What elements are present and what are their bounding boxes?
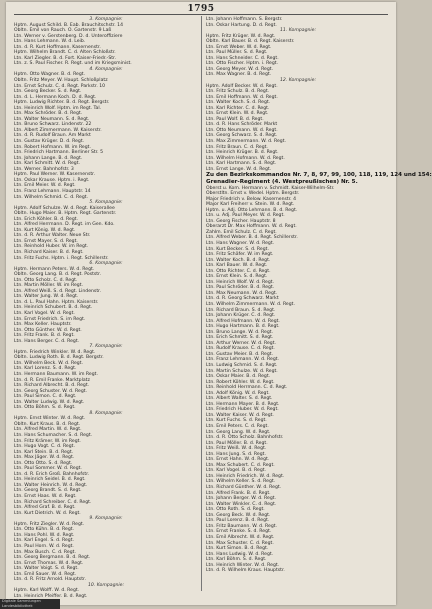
roster-entry: Ltn. Heinrich Wolf. Hptm. im Regt. Tal. bbox=[14, 105, 102, 111]
footer-line-2: Landesbibliothek bbox=[2, 604, 33, 608]
roster-entry: Ltn. Otto Scholz. C. d. Regt. bbox=[14, 277, 78, 283]
roster-entry: Ltn. Emil Sauer. W. d. Regt. bbox=[14, 571, 77, 577]
roster-entry: Ltn. Max Keller. Hauptstr. bbox=[14, 322, 72, 328]
roster-entry: Ltn. Ernst Klein. W. d. Regt. bbox=[206, 111, 269, 117]
roster-entry: Ltn. Alfred Frank. B. d. Regt. bbox=[206, 490, 271, 496]
roster-entry: Ltn. Wilhelm Zimmermann. W. d. Regt. bbox=[206, 301, 295, 307]
section-heading: 3. Kompagnie: bbox=[89, 17, 123, 22]
roster-entry: Oberst u. Kom. Hermann v. Schmidt. Kaiser-Wilhelm-Str. bbox=[206, 185, 335, 191]
roster-entry: Ltn. Bruno Lange. W. d. Regt. bbox=[206, 329, 274, 335]
roster-entry: Ltn. d. R. Georg Schwarz. Markt bbox=[206, 296, 279, 302]
roster-entry: Ltn. d. R. Arthur Walter. Neue Str. bbox=[14, 233, 91, 239]
roster-entry: Ltn. Heinrich Pfeiffer. B. d. Regt. bbox=[14, 593, 88, 599]
roster-entry: Ltn. Max Wagner. B. d. Regt. bbox=[206, 72, 272, 78]
roster-entry: Ltn. Paul Lorenz. B. d. Regt. bbox=[206, 518, 270, 524]
roster-entry: Ltn. d. R. Kurt Hoffmann. Kasernenstr. bbox=[14, 44, 101, 50]
roster-entry: Ltn. d. L. Paul Hahn. Hptm. Kaiserstr. bbox=[14, 299, 99, 305]
section-heading: 12. Kompagnie: bbox=[279, 78, 317, 84]
roster-entry: Ltn. Walter Heinrich. W. d. Regt. bbox=[14, 482, 88, 488]
roster-entry: Ltn. Karl Vogel. B. d. Regt. bbox=[206, 468, 266, 474]
roster-entry: Ltn. Heinrich Schubert. B. d. Regt. bbox=[14, 305, 93, 311]
roster-entry: Ltn. d. R. Wilhelm Kraus. Hauptstr. bbox=[206, 568, 285, 574]
roster-entry: Ltn. Kurt Fuchs. S. d. Regt. bbox=[206, 418, 267, 424]
document-page bbox=[6, 2, 432, 605]
roster-entry: Ltn. Otto Neumann. W. d. Regt. bbox=[206, 127, 278, 133]
roster-entry: Ltn. Max Neumann. W. d. Regt. bbox=[206, 290, 278, 296]
roster-entry: Ltn. Oskar Krause. Hptm. i. Regt. bbox=[14, 177, 90, 183]
roster-entry: Ltn. Karl Böhm. S. d. Regt. bbox=[206, 557, 267, 563]
roster-entry: Ltn. Richard Schreiber. C. d. Regt. bbox=[14, 499, 92, 505]
roster-entry: Obltn. Georg Lang. B. d. Regt. Poststr. bbox=[14, 272, 102, 278]
roster-entry: Ltn. Robert Köhler. W. d. Regt. bbox=[206, 379, 275, 385]
page-number: 1795 bbox=[187, 4, 215, 14]
roster-entry: Ltn. Hugo Vogt. C. d. Regt. bbox=[14, 444, 75, 450]
roster-entry: Ltn. Franz Lehmann. W. d. Regt. bbox=[206, 357, 279, 363]
roster-entry: Ltn. Kurt Dietrich. W. d. Regt. bbox=[14, 510, 81, 516]
roster-entry: Ltn. Rudolf Krause. C. d. Regt. bbox=[206, 346, 275, 352]
roster-entry: Ltn. Ernst Mayer. S. d. Regt. bbox=[14, 238, 78, 244]
roster-entry: Hptm. u. Adj. Otto Lehmann. B. d. Regt. bbox=[206, 207, 298, 213]
roster-entry: Ltn. Wilhelm Beck. W. d. Regt. bbox=[14, 360, 83, 366]
roster-entry: Obltn. Karl Bauer. B. d. Regt. Kaiserstr. bbox=[206, 39, 295, 45]
roster-entry: Ltn. Fritz Weiß. W. d. Regt. bbox=[206, 446, 267, 452]
roster-entry: Ltn. Erich Schmitt. S. d. Regt. bbox=[206, 335, 274, 341]
roster-entry: Ltn. Karl Hartmann. S. d. Regt. bbox=[206, 161, 277, 167]
roster-entry: Ltn. Johann Hoffmann. S. Bergstr. bbox=[206, 17, 283, 22]
roster-entry: Ltn. Karl Bauer. W. d. Regt. bbox=[206, 263, 268, 269]
roster-entry: Ltn. Walter Voigt. S. d. Regt. bbox=[14, 566, 79, 572]
roster-entry: Ltn. Heinrich Winter. W. d. Regt. bbox=[206, 562, 280, 568]
roster-entry: Hptm. Karl Wolff. W. d. Regt. bbox=[14, 588, 80, 594]
roster-entry: Ltn. Karl Schmitt. W. d. Regt. bbox=[14, 161, 80, 167]
roster-entry: Ltn. Franz Lehmann. Hauptstr. 14 bbox=[14, 188, 91, 194]
roster-entry: Ltn. Fritz Schulz. B. d. Regt. bbox=[206, 89, 270, 95]
roster-entry: Ltn. Otto Günther. W. d. Regt. bbox=[14, 327, 82, 333]
roster-entry: Ltn. Ernst Schulz. C. d. Regt. Parkstr. 10 bbox=[14, 83, 106, 89]
roster-entry: Ltn. Hermann Mayer. B. d. Regt. bbox=[206, 401, 280, 407]
roster-entry: Ltn. Fritz Krämer. W. im Regt. bbox=[14, 438, 81, 444]
regiment-heading: Grenadier-Regiment (4. Westpreußisches) Nr. 5. bbox=[206, 178, 358, 185]
roster-entry: Ltn. Friedrich Hartmann. Berliner Str. 5 bbox=[14, 150, 103, 156]
roster-entry: Ltn. Georg Lang. W. d. Regt. bbox=[206, 429, 271, 435]
roster-entry: Ltn. d. R. Otto Scholz. Bahnhofstr. bbox=[206, 435, 284, 441]
roster-entry: Ltn. Albert Walter. S. d. Regt. bbox=[206, 396, 273, 402]
roster-entry: Ltn. Emil Hoffmann. W. d. Regt. bbox=[206, 94, 278, 100]
roster-entry: Ltn. Georg Meyer. W. d. Regt. bbox=[206, 66, 274, 72]
roster-entry: Ltn. Erich Köhler. B. d. Regt. bbox=[14, 216, 79, 222]
roster-entry: Ltn. Hans Ludwig. W. d. Regt. bbox=[206, 551, 274, 557]
roster-entry: Ltn. Richard Günther. W. d. Regt. bbox=[206, 485, 282, 491]
roster-entry: Ltn. Georg Schwarz. S. d. Regt. bbox=[206, 133, 278, 139]
roster-entry: Ltn. Karl Engel. S. d. Regt. bbox=[14, 538, 74, 544]
roster-entry: Hptm. Friedrich Winkler. W. d. Regt. bbox=[14, 349, 96, 355]
roster-entry: Obltn. Emil von Rauch. O. Gartenstr. 9 Laß bbox=[14, 28, 112, 34]
section-heading: 7. Kompagnie: bbox=[89, 344, 123, 350]
roster-entry: Ltn. Emil Albrecht. W. d. Regt. bbox=[206, 534, 275, 540]
roster-entry: Ltn. Hans Schumacher. S. d. Regt. bbox=[14, 433, 93, 439]
left-column bbox=[14, 17, 198, 599]
roster-entry: Ltn. Ernst Hahn. W. d. Regt. bbox=[206, 457, 270, 463]
roster-entry: Ltn. Albert Zimmermann. W. Kaiserstr. bbox=[14, 127, 102, 133]
roster-entry: Ltn. Paul Möller. B. d. Regt. bbox=[206, 440, 268, 446]
roster-entry: Ltn. Max Schubert. C. d. Regt. bbox=[206, 462, 275, 468]
roster-entry: Ltn. Fritz Baumann. W. d. Regt. bbox=[206, 523, 278, 529]
roster-entry: Ltn. Alfred Martin. W. d. Regt. bbox=[14, 427, 82, 433]
roster-entry: Ltn. Karl Lorenz. S. d. Regt. bbox=[14, 366, 77, 372]
section-heading: 8. Kompagnie: bbox=[89, 410, 123, 416]
roster-entry: Ltn. d. R. Hans Schröder. Markt bbox=[206, 122, 278, 128]
roster-entry: Hptm. August Schild. B. Eab. Brauchitschstr. 14 bbox=[14, 22, 124, 28]
roster-entry: Ltn. Alfred Weber. B. d. Regt. Schillerstr. bbox=[206, 235, 298, 241]
roster-entry: Ltn. Hans Wagner. W. d. Regt. bbox=[206, 240, 275, 246]
roster-entry: Ltn. Ernst Franke. S. d. Regt. bbox=[206, 529, 272, 535]
roster-entry: Ltn. Kurt Simon. B. d. Regt. bbox=[206, 546, 269, 552]
roster-entry: Ltn. Martin Schulze. W. d. Regt. bbox=[206, 368, 278, 374]
roster-entry: Ltn. Georg Becker. S. d. Regt. bbox=[14, 89, 82, 95]
roster-entry: Hptm. Adolf Schulze. W. d. Regt. Kaiserallee bbox=[14, 205, 115, 211]
roster-entry: Ltn. Walter Koch. B. d. Regt. bbox=[206, 257, 271, 263]
roster-entry: Ltn. Alfred Weiß. S. d. Regt. Lindenstr. bbox=[14, 288, 102, 294]
header-rule bbox=[14, 14, 388, 15]
footer-line-1: Digitale Sammlungen bbox=[2, 599, 41, 603]
roster-entry: Ltn. Paul Horn. W. d. Regt. bbox=[14, 543, 74, 549]
right-column bbox=[206, 17, 432, 574]
section-heading: 4. Kompagnie: bbox=[89, 66, 123, 72]
roster-entry: Ltn. Georg Beck. W. d. Regt. bbox=[206, 512, 271, 518]
roster-entry: Ltn. Fritz Braun. C. d. Regt. bbox=[206, 144, 268, 150]
roster-entry: Ltn. Friedrich Huber. W. d. Regt. bbox=[206, 407, 279, 413]
roster-entry: Ltn. Max Busch. C. d. Regt. bbox=[14, 549, 76, 555]
roster-entry: Ltn. Richard Braun. S. d. Regt. bbox=[206, 307, 276, 313]
roster-entry: Ltn. Wilhelm Hofmann. W. d. Regt. bbox=[206, 155, 285, 161]
roster-entry: Ltn. Emil Meier. W. d. Regt. bbox=[14, 183, 76, 189]
section-heading: 5. Kompagnie: bbox=[89, 200, 123, 206]
roster-entry: Major Friedrich v. Below. Kasernenstr. 4 bbox=[206, 196, 297, 202]
roster-entry: Ltn. Reinhold Herrmann. C. d. Regt. bbox=[206, 385, 288, 391]
roster-entry: Ltn. Paul Müller. S. d. Regt. bbox=[206, 50, 268, 56]
roster-entry: Ltn. d. R. Erich Groß. Bahnhofstr. bbox=[14, 471, 90, 477]
roster-entry: Ltn. Alfred Herrmann. D. Regt. im Gen. Kdo. bbox=[14, 222, 115, 228]
roster-entry: Ltn. Adolf König. W. d. Regt. bbox=[206, 390, 270, 396]
roster-entry: Ltn. Max Schröder. B. d. Regt. bbox=[14, 111, 83, 117]
section-heading: 9. Kompagnie: bbox=[89, 516, 123, 522]
roster-entry: Hptm. Paul Werner. W. Kasernenstr. bbox=[14, 172, 96, 178]
roster-entry: Ltn. Werner v. Gerstenberg. D. d. Unteroffiziere bbox=[14, 33, 123, 39]
roster-entry: Ltn. Walter Neumann. S. d. Regt. bbox=[14, 116, 90, 122]
roster-entry: Ltn. Heinrich Seidel. B. d. Regt. bbox=[14, 477, 86, 483]
library-footer bbox=[0, 599, 60, 609]
roster-entry: Ltn. Ernst Thomas. W. d. Regt. bbox=[14, 560, 84, 566]
roster-entry: Ltn. Max Schuster. C. d. Regt. bbox=[206, 540, 274, 546]
roster-entry: Ltn. Hans Jung. S. d. Regt. bbox=[206, 451, 266, 457]
roster-entry: Ltn. d. L. Hermann Koch. D. d. Regt. bbox=[14, 94, 97, 100]
roster-entry: Ltn. Hans Schneider. C. d. Regt. bbox=[206, 55, 279, 61]
roster-entry: Ltn. Heinrich Krüger. B. d. Regt. bbox=[206, 150, 279, 156]
roster-entry: Ltn. d. R. Fritz Arnold. Hauptstr. bbox=[14, 577, 86, 583]
roster-entry: Ltn. Oskar Maier. B. d. Regt. bbox=[206, 374, 271, 380]
roster-entry: Hptm. Wilhelm Brandt. C. d. Alten Schloßstr. bbox=[14, 50, 116, 56]
roster-entry: Ltn. Georg Fischer. Hauptstr. 8 bbox=[206, 218, 276, 224]
roster-entry: Ltn. Walter Jung. W. d. Regt. bbox=[14, 294, 79, 300]
roster-entry: Ltn. Fritz Schäfer. W. im Regt. bbox=[206, 252, 274, 258]
roster-entry: Ltn. Ernst Haas. W. d. Regt. bbox=[14, 494, 77, 500]
roster-entry: Ltn. Georg Brandt. S. d. Regt. bbox=[14, 488, 82, 494]
roster-entry: Ltn. Alfred Graf. B. d. Regt. bbox=[14, 505, 76, 511]
roster-entry: Ltn. Ernst Friedrich. S. im Regt. bbox=[14, 316, 86, 322]
roster-entry: Ltn. Walter Koch. S. d. Regt. bbox=[206, 100, 271, 106]
roster-entry: Ltn. Hugo Hartmann. B. d. Regt. bbox=[206, 324, 280, 330]
roster-entry: Obltn. Hugo Maier. B. Hptm. Regt. Gartenstr. bbox=[14, 211, 117, 217]
roster-entry: Ltn. Georg Schuster. W. d. Regt. bbox=[14, 388, 88, 394]
roster-entry: Ltn. u. Adj. Paul Meyer. W. d. Regt. bbox=[206, 213, 285, 219]
roster-entry: Ltn. Reinhold Huber. W. im Regt. bbox=[14, 244, 89, 250]
roster-entry: Ltn. Alfred Hofmann. W. d. Regt. bbox=[206, 318, 280, 324]
roster-entry: Ltn. z. S. Paul Fischer. R. Regt. und im Kriegsminist. bbox=[14, 61, 132, 67]
roster-entry: Ltn. Johann Lange. B. d. Regt. bbox=[14, 155, 83, 161]
section-heading: 6. Kompagnie: bbox=[89, 261, 123, 267]
roster-entry: Ltn. Otto Böhm. S. d. Regt. bbox=[14, 405, 76, 411]
roster-entry: Ltn. Ernst Weber. W. d. Regt. bbox=[206, 44, 272, 50]
roster-entry: Ltn. Richard Kaiser. B. d. Regt. bbox=[14, 249, 84, 255]
roster-entry: Ltn. Walter Winkler. C. d. Regt. bbox=[206, 501, 277, 507]
roster-entry: Ltn. Max Zimmermann. W. d. Regt. bbox=[206, 139, 286, 145]
roster-entry: Ltn. d. R. Emil Franke. Marktplatz bbox=[14, 377, 90, 383]
section-heading: 10. Kompagnie: bbox=[87, 582, 125, 588]
roster-entry: Ltn. Kurt Becker. S. d. Regt. bbox=[206, 246, 269, 252]
roster-entry: Ltn. Paul Wolf. B. d. Regt. bbox=[206, 116, 264, 122]
roster-entry: Ltn. Hans Lehmann. W. d. Leib. bbox=[14, 39, 86, 45]
roster-entry: Major Karl Freiherr v. Stein. W. d. Regt. bbox=[206, 202, 295, 208]
roster-entry: Oberarzt Dr. Max Hoffmann. W. d. Regt. bbox=[206, 224, 297, 230]
roster-entry: Ltn. Otto Roth. S. d. Regt. bbox=[206, 507, 265, 513]
roster-entry: Ltn. Heinrich Wolf. W. d. Regt. bbox=[206, 279, 275, 285]
roster-entry: Ltn. Hans Pohl. W. d. Regt. bbox=[14, 532, 75, 538]
roster-entry: Ltn. Heinrich Friedrich. W. d. Regt. bbox=[206, 473, 285, 479]
roster-entry: Ltn. Robert Hofmann. W. im Regt. bbox=[14, 144, 91, 150]
roster-entry: Zahlm. Emil Schulz. C. d. Regt. bbox=[206, 229, 277, 235]
roster-entry: Oberstltn. Ernst v. Wedel. Hptm. Bergstr. bbox=[206, 191, 300, 197]
roster-entry: Ltn. Oskar Hartung. D. d. Regt. bbox=[206, 22, 277, 28]
roster-entry: Ltn. d. R. Rudolf Braun. Am Markt bbox=[14, 133, 91, 139]
roster-entry: Ltn. Paul Sommer. W. d. Regt. bbox=[14, 466, 82, 472]
roster-entry: Ltn. Hermann Baumann. W. im Regt. bbox=[14, 372, 98, 377]
roster-entry: Ltn. Walter Ludwig. W. d. Regt. bbox=[14, 399, 85, 405]
roster-entry: Ltn. Karl Vogel. W. d. Regt. bbox=[14, 310, 75, 316]
roster-entry: Ltn. Gustav Krüger. D. d. Regt. bbox=[14, 139, 85, 145]
roster-entry: Ltn. Paul Schröder. B. d. Regt. bbox=[206, 285, 275, 291]
section-heading: 11. Kompagnie: bbox=[279, 28, 317, 34]
roster-entry: Hptm. Ludwig Richter. B. d. Regt. Bergstr. bbox=[14, 100, 110, 106]
roster-entry: Ltn. Wilhelm Schmid. C. d. Regt. bbox=[14, 194, 89, 200]
roster-entry: Ltn. Emil Peters. C. d. Regt. bbox=[206, 424, 269, 430]
roster-entry: Hptm. Hermann Peters. W. d. Regt. bbox=[14, 266, 95, 272]
roster-entry: Ltn. Wilhelm Keller. S. d. Regt. bbox=[206, 479, 276, 485]
roster-entry: Ltn. Walter Kaiser. W. d. Regt. bbox=[206, 412, 274, 418]
roster-entry: Hptm. Otto Wagner. B. d. Regt. bbox=[14, 72, 86, 78]
roster-entry: Obltn. Kurt Kraus. B. d. Regt. bbox=[14, 421, 81, 427]
regiment-heading: Zu den Bezirkskommandos Nr. 7, 8, 97, 99, 100, 118, 119, 124 und 154: bbox=[206, 172, 432, 179]
roster-entry: Ltn. Arthur Werner. W. d. Regt. bbox=[206, 340, 276, 346]
roster-entry: Ltn. Kurt König. W. d. Regt. bbox=[14, 227, 76, 233]
roster-entry: Ltn. Otto Fischer. Hptm. i. Regt. bbox=[206, 61, 279, 67]
roster-entry: Ltn. Richard Albrecht. B. d. Regt. bbox=[14, 383, 90, 389]
roster-entry: Ltn. Bruno Schwarz. Lindenstr. 22 bbox=[14, 122, 92, 128]
roster-entry: Hptm. Fritz Ziegler. W. d. Regt. bbox=[14, 521, 85, 527]
roster-entry: Ltn. Johann Berger. W. d. Regt. bbox=[206, 496, 277, 502]
roster-entry: Ltn. Max Jäger. W. d. Regt. bbox=[14, 455, 75, 461]
roster-entry: Obltn. Ludwig Roth. B. d. Regt. Bergstr. bbox=[14, 355, 104, 361]
roster-entry: Ltn. Fritz Frank. B. d. Regt. bbox=[14, 333, 75, 339]
roster-entry: Ltn. Otto Otto. S. d. Regt. bbox=[14, 460, 73, 466]
roster-entry: Ltn. Otto Kühn. B. d. Regt. bbox=[14, 527, 75, 533]
roster-entry: Ltn. Ernst Klein. S. d. Regt. bbox=[206, 274, 268, 280]
roster-entry: Ltn. Ludwig Schmid. S. d. Regt. bbox=[206, 363, 278, 368]
roster-entry: Ltn. Martin Möller. W. im Regt. bbox=[14, 283, 83, 289]
roster-entry: Ltn. Fritz Fuchs. Hptm. i. Regt. Schillerstr. bbox=[14, 255, 109, 261]
roster-entry: Ltn. Karl Richter. C. d. Regt. bbox=[206, 105, 270, 111]
roster-entry: Ltn. Werner. Bahnhofstr. 3 bbox=[14, 166, 74, 172]
roster-entry: Ltn. Johann Krüger. C. d. Regt. bbox=[206, 313, 276, 319]
roster-entry: Hptm. Fritz Krüger. W. d. Regt. bbox=[206, 33, 276, 39]
roster-entry: Ltn. Ernst Lange. W. d. Regt. bbox=[206, 166, 272, 172]
roster-entry: Ltn. Hans Berger. C. d. Regt. bbox=[14, 338, 80, 344]
roster-entry: Hptm. Ernst Winter. W. d. Regt. bbox=[14, 416, 86, 422]
roster-entry: Ltn. Georg Bergmann. B. d. Regt. bbox=[14, 555, 91, 561]
roster-entry: Ltn. Karl Stein. B. d. Regt. bbox=[14, 449, 74, 455]
roster-entry: Ltn. Paul Simon. C. d. Regt. bbox=[14, 394, 77, 400]
roster-entry: Hptm. Adolf Becker. W. d. Regt. bbox=[206, 83, 278, 89]
roster-entry: Ltn. Gustav Meier. B. d. Regt. bbox=[206, 351, 274, 357]
roster-entry: Ltn. Otto Richter. C. d. Regt. bbox=[206, 268, 271, 274]
column-divider bbox=[201, 16, 202, 591]
roster-entry: Ltn. Karl Ziegler. B. d. Fort. Kaiser-Friedr.-Str. bbox=[14, 55, 116, 61]
roster-entry: Obltn. Fritz Meyer. W. Haupt. Schloßplatz bbox=[14, 78, 108, 84]
